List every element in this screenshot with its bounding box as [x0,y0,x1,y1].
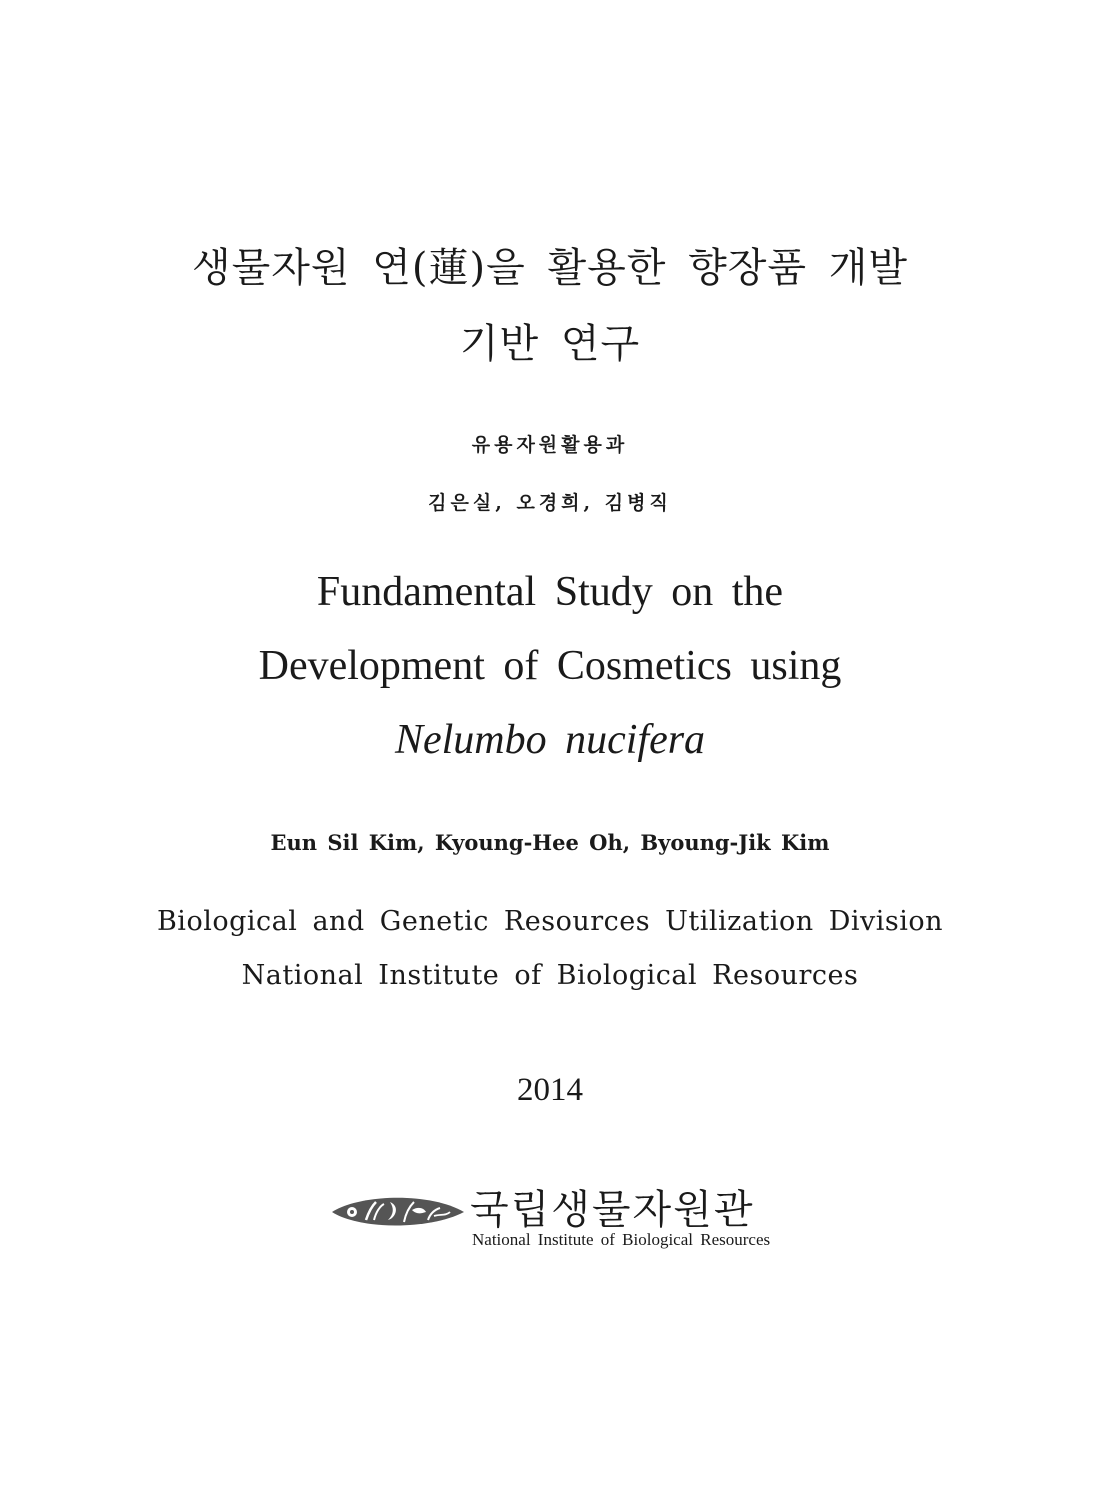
division-name: Biological and Genetic Resources Utilization Division [156,906,944,937]
english-title-line-2: Development of Cosmetics using [258,643,842,689]
leaf-emblem-icon [330,1192,466,1232]
korean-department: 유용자원활용과 [471,434,629,456]
korean-authors: 김은실, 오경희, 김병직 [428,492,672,514]
logo-name-korean: 국립생물자원관 [470,1187,755,1233]
publication-year: 2014 [517,1072,583,1108]
english-authors: Eun Sil Kim, Kyoung-Hee Oh, Byoung-Jik Kim [270,830,830,855]
institute-name: National Institute of Biological Resources [241,960,859,991]
korean-title-line-1: 생물자원 연(蓮)을 활용한 향장품 개발 [191,245,909,291]
logo-name-english: National Institute of Biological Resources [472,1230,771,1249]
korean-title-line-2: 기반 연구 [459,321,641,367]
institute-logo [330,1178,790,1258]
english-title-species: Nelumbo nucifera [394,717,706,763]
english-title-line-1: Fundamental Study on the [316,569,784,615]
